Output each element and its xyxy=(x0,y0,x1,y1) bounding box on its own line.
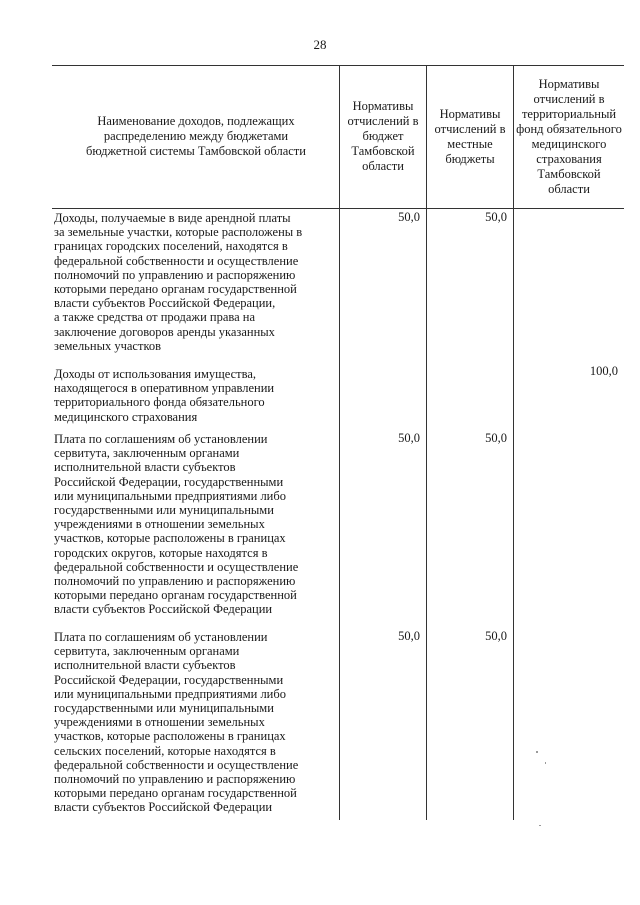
row-2-fund-value: 100,0 xyxy=(589,364,618,378)
header-regional-budget: Нормативы отчислений в бюджет Тамбовской области xyxy=(347,99,419,173)
row-2-income-name: Доходы от использования имущества, находящегося в оперативном управлении территориального фонда обязательного медицинского страхования xyxy=(54,367,275,424)
header-bottom-border xyxy=(52,208,624,209)
row-4-local-value: 50,0 xyxy=(485,629,507,643)
column-divider-3 xyxy=(513,65,514,820)
row-4-regional-value: 50,0 xyxy=(398,629,420,643)
row-1-regional-value: 50,0 xyxy=(398,210,420,224)
page-number: 28 xyxy=(313,37,327,52)
column-divider-1 xyxy=(339,65,340,820)
row-1-local-value: 50,0 xyxy=(485,210,507,224)
row-3-local-value: 50,0 xyxy=(485,431,507,445)
row-3-income-name: Плата по соглашениям об установлении сервитута, заключенным органами исполнительной власти субъектов Российской Федерации, государственными или муниципальными предприятиями либо государственными или муниципальными учреждениями в отношении земельных участков, которые расположены в границах городских округов, которые находятся в федеральной собственности и осуществление полномочий по управлению и распоряжению которыми передано органам государственной власти субъектов Российской Федерации xyxy=(54,432,299,617)
norms-table xyxy=(52,65,624,820)
header-medical-insurance-fund: Нормативы отчислений в территориальный фонд обязательного медицинского страхования Тамбовской области xyxy=(516,76,622,196)
scan-speck xyxy=(545,762,546,764)
header-income-name: Наименование доходов, подлежащих распределению между бюджетами бюджетной системы Тамбовской области xyxy=(86,114,306,158)
column-divider-2 xyxy=(426,65,427,820)
row-1-income-name: Доходы, получаемые в виде арендной платы за земельные участки, которые расположены в границах городских поселений, находятся в федеральной собственности и осуществление полномочий по управлению и распоряжению которыми передано органам государственной власти субъектов Российской Федерации, а также средства от продажи права на заключение договоров аренды указанных земельных участков xyxy=(54,211,303,353)
scan-speck xyxy=(539,825,541,826)
row-3-regional-value: 50,0 xyxy=(398,431,420,445)
row-4-income-name: Плата по соглашениям об установлении сервитута, заключенным органами исполнительной власти субъектов Российской Федерации, государственными или муниципальными предприятиями либо государственными или муниципальными учреждениями в отношении земельных участков, которые расположены в границах сельских поселений, которые находятся в федеральной собственности и осуществление полномочий по управлению и распоряжению которыми передано органам государственной власти субъектов Российской Федерации xyxy=(54,630,299,815)
header-local-budgets: Нормативы отчислений в местные бюджеты xyxy=(434,106,506,166)
scan-speck xyxy=(536,751,538,753)
